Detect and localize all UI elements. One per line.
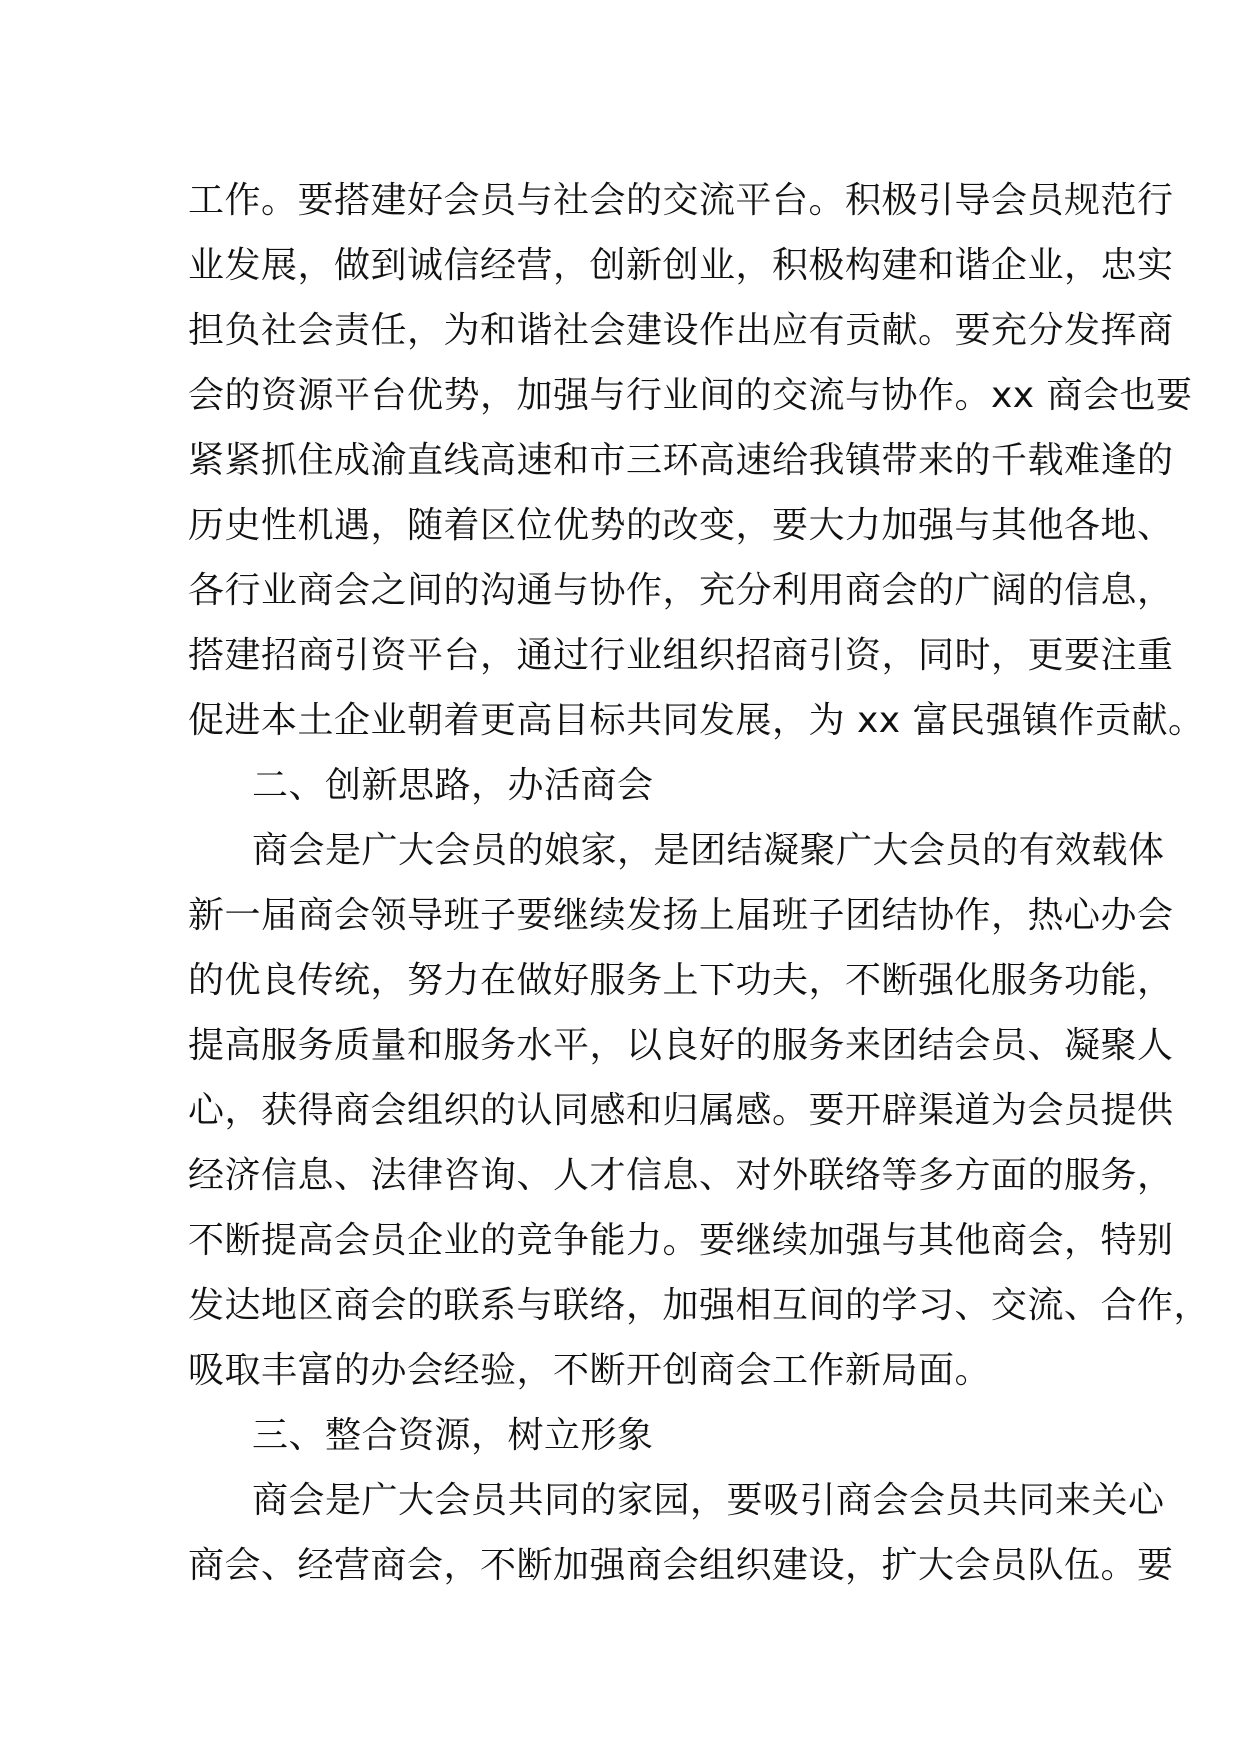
paragraph-start-line: 二、创新思路，办活商会 (252, 765, 654, 806)
text-line: 历史性机遇，随着区位优势的改变，要大力加强与其他各地、 (188, 505, 1174, 546)
text-line: 工作。要搭建好会员与社会的交流平台。积极引导会员规范行 (188, 180, 1174, 221)
paragraph-start-line: 商会是广大会员共同的家园，要吸引商会会员共同来关心 (252, 1480, 1165, 1521)
text-line: 不断提高会员企业的竞争能力。要继续加强与其他商会，特别 (188, 1220, 1174, 1261)
document-body (188, 168, 1211, 1598)
paragraph-start-line: 商会是广大会员的娘家，是团结凝聚广大会员的有效载体 (252, 830, 1165, 871)
text-line: 会的资源平台优势，加强与行业间的交流与协作。xx 商会也要 (188, 375, 1193, 416)
text-line: 新一届商会领导班子要继续发扬上届班子团结协作，热心办会 (188, 895, 1174, 936)
text-line: 搭建招商引资平台，通过行业组织招商引资，同时，更要注重 (188, 635, 1174, 676)
text-line: 业发展，做到诚信经营，创新创业，积极构建和谐企业，忠实 (188, 245, 1174, 286)
text-line: 吸取丰富的办会经验，不断开创商会工作新局面。 (188, 1350, 992, 1391)
text-line: 促进本土企业朝着更高目标共同发展，为 xx 富民强镇作贡献。 (188, 700, 1205, 741)
text-line: 各行业商会之间的沟通与协作，充分利用商会的广阔的信息， (188, 570, 1174, 611)
text-line: 的优良传统，努力在做好服务上下功夫，不断强化服务功能， (188, 960, 1174, 1001)
text-line: 发达地区商会的联系与联络，加强相互间的学习、交流、合作， (188, 1285, 1211, 1326)
text-line: 紧紧抓住成渝直线高速和市三环高速给我镇带来的千载难逢的 (188, 440, 1174, 481)
text-line: 心，获得商会组织的认同感和归属感。要开辟渠道为会员提供 (188, 1090, 1174, 1131)
text-line: 商会、经营商会，不断加强商会组织建设，扩大会员队伍。要 (188, 1545, 1174, 1586)
text-line: 担负社会责任，为和谐社会建设作出应有贡献。要充分发挥商 (188, 310, 1174, 351)
text-line: 经济信息、法律咨询、人才信息、对外联络等多方面的服务， (188, 1155, 1174, 1196)
paragraph-start-line: 三、整合资源，树立形象 (252, 1415, 654, 1456)
text-line: 提高服务质量和服务水平，以良好的服务来团结会员、凝聚人 (188, 1025, 1174, 1066)
